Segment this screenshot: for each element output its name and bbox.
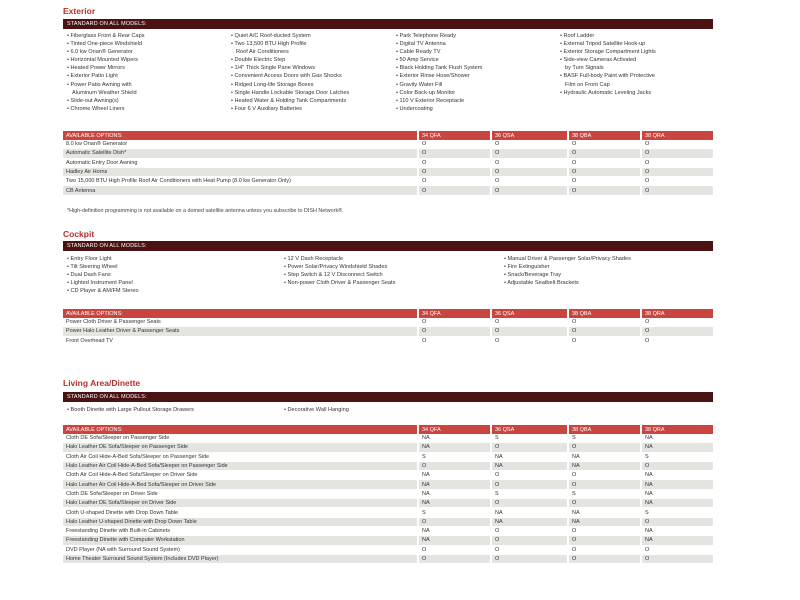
list-item: • Adjustable Seatbelt Brackets [504,280,579,287]
option-cell: O [568,499,641,508]
option-cell: O [568,140,641,149]
option-cell: O [641,318,713,327]
list-item: • BASF Full-body Paint with Protective [560,73,655,80]
cockpit-options-table [63,309,713,346]
list-item: • Booth Dinette with Large Pullout Storage Drawers [67,407,194,413]
option-cell: O [641,545,713,554]
column-header: 34 QFA [418,131,491,140]
option-cell: O [418,167,491,176]
list-item: • Heated Water & Holding Tank Compartments [231,97,347,104]
option-cell: NA [568,517,641,526]
option-cell: NA [641,499,713,508]
option-cell: O [491,526,568,535]
list-item: • Entry Floor Light [67,256,112,262]
option-cell: O [641,140,713,149]
living-title: Living Area/Dinette [63,378,141,388]
column-header: 36 QSA [491,131,568,140]
option-cell: NA [641,471,713,480]
option-cell: O [641,167,713,176]
exterior-standard-list [63,32,713,124]
option-cell: O [491,140,568,149]
option-cell: O [491,327,568,336]
exterior-options-table [63,131,713,196]
option-cell: O [641,336,713,345]
option-cell: O [568,186,641,195]
table-row [63,318,713,327]
list-item: • 50 Amp Service [396,57,439,64]
column-header: 34 QFA [418,425,491,434]
list-item: • Side-view Cameras Activated [560,57,637,64]
table-row [63,489,713,498]
living-options-table [63,425,713,564]
list-item: • Fiberglass Front & Rear Caps [67,33,145,39]
cockpit-col-3 [504,255,631,287]
option-cell: S [641,508,713,517]
living-standard-bar: STANDARD ON ALL MODELS: [63,392,713,402]
table-row [63,167,713,176]
list-item: • Step Switch & 12 V Disconnect Switch [284,272,383,279]
option-cell: S [568,489,641,498]
option-cell: O [418,554,491,563]
option-cell: O [568,471,641,480]
option-cell: O [491,318,568,327]
table-row [63,480,713,489]
exterior-standard-bar: STANDARD ON ALL MODELS: [63,19,713,29]
option-cell: NA [641,434,713,443]
column-header: 38 QBA [568,425,641,434]
option-cell: O [418,186,491,195]
option-cell: NA [641,526,713,535]
exterior-footnote: *High-definition programming is not available on a domed satellite antenna unless you subscribe to DISH Network®. [67,208,344,214]
table-row [63,149,713,158]
option-cell: O [491,480,568,489]
list-item: • Slide-out Awning(s) [67,97,119,104]
cockpit-col-1 [67,255,139,295]
list-item: • Quiet A/C Roof-ducted System [231,33,311,39]
option-cell: NA [641,480,713,489]
cockpit-standard-bar: STANDARD ON ALL MODELS: [63,241,713,251]
option-cell: NA [418,443,491,452]
list-item: • Roof Ladder [560,33,595,39]
list-item: • Horizontal Mounted Wipers [67,57,138,64]
option-cell: NA [418,480,491,489]
option-cell: NA [568,508,641,517]
column-header: 34 QFA [418,309,491,318]
table-row [63,158,713,167]
option-cell: O [418,545,491,554]
table-row [63,508,713,517]
option-cell: O [568,336,641,345]
option-cell: NA [418,471,491,480]
option-cell: NA [418,499,491,508]
option-cell: O [491,471,568,480]
table-row [63,499,713,508]
list-item: • 6.0 kw Onan® Generator [67,49,133,56]
option-cell: NA [641,443,713,452]
option-name: Halo Leather Air Coil Hide-A-Bed Sofa/Sleeper on Passenger Side [63,461,418,470]
table-header-row [63,131,713,140]
option-cell: O [491,536,568,545]
option-cell: O [491,177,568,186]
option-name: 8.0 kw Onan® Generator [63,140,418,149]
list-item: • Exterior Rinse Hose/Shower [396,73,470,80]
column-header: 36 QSA [491,425,568,434]
option-cell: O [418,318,491,327]
list-item: • Undercoating [396,105,433,112]
table-row [63,536,713,545]
option-cell: O [418,336,491,345]
option-cell: O [491,499,568,508]
option-name: Halo Leather U-shaped Dinette with Drop Down Table [63,517,418,526]
option-name: DVD Player (NA with Surround Sound System) [63,545,418,554]
list-item: • Exterior Storage Compartment Lights [560,49,656,56]
table-row [63,140,713,149]
option-cell: O [568,545,641,554]
option-cell: O [491,167,568,176]
column-header: 38 QBA [568,309,641,318]
table-header-row [63,425,713,434]
option-cell: NA [641,489,713,498]
column-header: 38 QRA [641,425,713,434]
option-cell: O [568,536,641,545]
list-item: • Double Electric Step [231,57,286,64]
option-cell: O [641,158,713,167]
cockpit-standard-list [63,255,713,303]
option-name: Front Overhead TV [63,336,418,345]
option-cell: O [568,158,641,167]
option-cell: S [491,489,568,498]
list-item: Roof Air Conditioners [236,49,289,56]
list-item: • Four 6 V Auxiliary Batteries [231,105,302,112]
option-cell: O [568,443,641,452]
exterior-col-4 [560,32,656,97]
option-cell: O [641,149,713,158]
option-cell: NA [418,536,491,545]
table-row [63,554,713,563]
list-item: • Convenient Access Doors with Gas Shocks [231,73,342,80]
option-cell: O [418,327,491,336]
option-cell: O [568,480,641,489]
list-item: • Black Holding Tank Flush System [396,65,483,72]
list-item: Film on Front Cap [565,81,610,88]
option-name: Power Cloth Driver & Passenger Seats [63,318,418,327]
option-name: Power Halo Leather Driver & Passenger Seats [63,327,418,336]
list-item: • Chrome Wheel Liners [67,105,125,112]
list-item: • Two 13,500 BTU High Profile [231,41,307,48]
option-cell: O [641,177,713,186]
option-name: Halo Leather Air Coil Hide-A-Bed Sofa/Sleeper on Driver Side [63,480,418,489]
column-header: 38 QRA [641,131,713,140]
table-row [63,452,713,461]
living-col-1 [67,406,194,414]
table-row [63,336,713,345]
option-name: Automatic Satellite Dish* [63,149,418,158]
option-cell: O [568,327,641,336]
table-header-row [63,309,713,318]
option-cell: O [491,554,568,563]
list-item: • Tilt Steering Wheel [67,264,118,271]
list-item: • Dual Dash Fans [67,272,111,279]
option-cell: O [568,554,641,563]
list-item: • Digital TV Antenna [396,41,446,48]
column-header: AVAILABLE OPTIONS: [63,309,418,318]
option-cell: O [491,186,568,195]
table-row [63,434,713,443]
table-row [63,177,713,186]
option-name: Halo Leather DE Sofa/Sleeper on Driver Side [63,499,418,508]
option-cell: O [568,167,641,176]
option-name: Freestanding Dinette with Built-in Cabinets [63,526,418,535]
list-item: Aluminum Weather Shield [72,89,137,96]
option-name: Cloth U-shaped Dinette with Drop Down Table [63,508,418,517]
option-name: Home Theater Surround Sound System (Includes DVD Player) [63,554,418,563]
option-cell: NA [418,489,491,498]
list-item: • Fire Extinguisher [504,264,550,271]
option-cell: NA [418,434,491,443]
list-item: • Power Patio Awning with [67,81,132,88]
table-row [63,461,713,470]
table-row [63,471,713,480]
table-row [63,186,713,195]
option-cell: NA [491,452,568,461]
list-item: • Tinted One-piece Windshield [67,41,143,48]
option-name: Cloth DE Sofa/Sleeper on Passenger Side [63,434,418,443]
exterior-col-2 [231,32,349,113]
list-item: • 12 V Dash Receptacle [284,256,344,262]
option-cell: NA [491,508,568,517]
option-name: CB Antenna [63,186,418,195]
option-cell: O [418,158,491,167]
option-cell: O [568,149,641,158]
list-item: • 110 V Exterior Receptacle [396,97,465,104]
list-item: • Heated Power Mirrors [67,65,125,72]
option-cell: O [641,186,713,195]
list-item: • 1/4" Thick Single Pane Windows [231,65,316,72]
table-row [63,526,713,535]
living-col-2 [284,406,349,414]
list-item: • Gravity Water Fill [396,81,443,88]
cockpit-col-2 [284,255,395,287]
option-name: Hadley Air Horns [63,167,418,176]
list-item: • External Tripod Satellite Hook-up [560,41,646,48]
option-name: Freestanding Dinette with Computer Workstation [63,536,418,545]
list-item: • Color Back-up Monitor [396,89,456,96]
option-cell: NA [491,461,568,470]
option-cell: O [568,177,641,186]
column-header: AVAILABLE OPTIONS: [63,131,418,140]
list-item: • Non-power Cloth Driver & Passenger Seats [284,280,396,287]
option-cell: O [641,461,713,470]
table-row [63,517,713,526]
option-cell: O [418,517,491,526]
option-cell: O [491,149,568,158]
option-cell: S [418,508,491,517]
list-item: • Lighted Instrument Panel [67,280,133,287]
list-item: • CD Player & AM/FM Stereo [67,288,139,295]
option-name: Halo Leather DE Sofa/Sleeper on Passenger Side [63,443,418,452]
option-cell: NA [491,517,568,526]
living-standard-list [63,406,713,418]
option-cell: O [641,517,713,526]
option-cell: NA [568,461,641,470]
list-item: • Exterior Patio Light [67,73,118,80]
option-cell: O [641,327,713,336]
option-cell: O [418,177,491,186]
option-cell: O [418,140,491,149]
option-cell: NA [641,536,713,545]
option-cell: O [491,158,568,167]
option-cell: S [641,452,713,461]
option-cell: O [418,461,491,470]
list-item: by Turn Signals [565,65,604,72]
column-header: 38 QRA [641,309,713,318]
option-cell: O [418,149,491,158]
column-header: AVAILABLE OPTIONS: [63,425,418,434]
list-item: • Ridged Long-life Storage Boxes [231,81,314,88]
list-item: • Single Handle Lockable Storage Door Latches [231,89,350,96]
option-cell: O [568,318,641,327]
list-item: • Cable Ready TV [396,49,441,56]
option-cell: S [568,434,641,443]
cockpit-title: Cockpit [63,229,95,239]
table-row [63,327,713,336]
option-name: Cloth DE Sofa/Sleeper on Driver Side [63,489,418,498]
option-cell: O [641,554,713,563]
option-cell: S [418,452,491,461]
option-name: Cloth Air Coil Hide-A-Bed Sofa/Sleeper on Passenger Side [63,452,418,461]
option-cell: O [491,545,568,554]
option-name: Automatic Entry Door Awning [63,158,418,167]
table-row [63,443,713,452]
option-cell: O [491,443,568,452]
exterior-title: Exterior [63,6,96,16]
list-item: • Power Solar/Privacy Windshield Shades [284,264,388,271]
list-item: • Snack/Beverage Tray [504,272,561,279]
list-item: • Park Telephone Ready [396,33,457,39]
option-cell: O [568,526,641,535]
exterior-col-3 [396,32,482,113]
list-item: • Decorative Wall Hanging [284,407,349,413]
option-cell: O [491,336,568,345]
option-cell: S [491,434,568,443]
column-header: 38 QBA [568,131,641,140]
option-cell: NA [568,452,641,461]
list-item: • Hydraulic Automatic Leveling Jacks [560,89,652,96]
option-cell: NA [418,526,491,535]
exterior-col-1 [67,32,145,113]
column-header: 36 QSA [491,309,568,318]
option-name: Cloth Air Coil Hide-A-Bed Sofa/Sleeper on Driver Side [63,471,418,480]
list-item: • Manual Driver & Passenger Solar/Privacy Shades [504,256,631,262]
option-name: Two 15,000 BTU High Profile Roof Air Conditioners with Heat Pump (8.0 kw Generator Only) [63,177,418,186]
table-row [63,545,713,554]
